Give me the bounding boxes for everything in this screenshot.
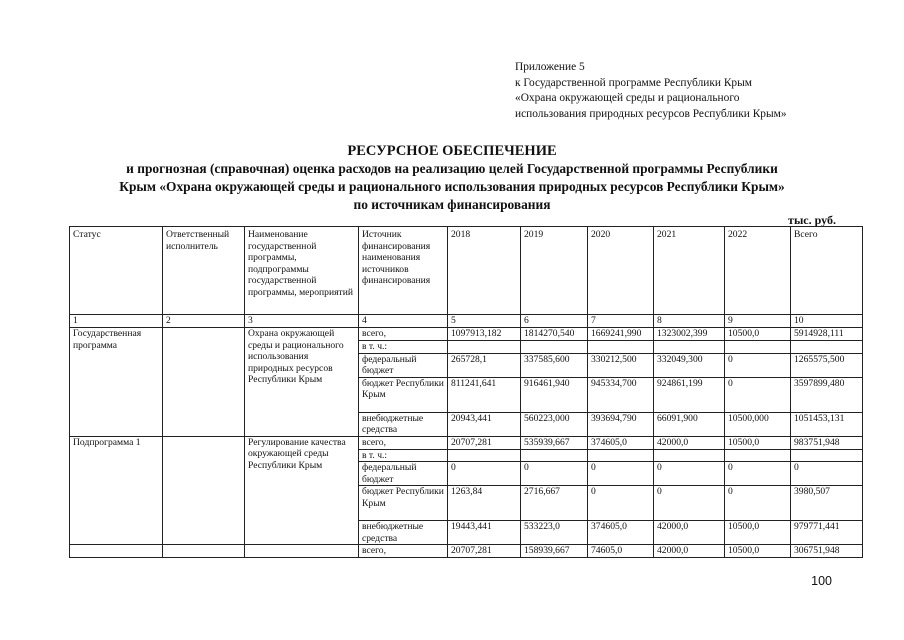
value-cell: 330212,500: [588, 353, 654, 377]
value-cell: 3980,507: [791, 486, 863, 521]
value-cell: 20943,441: [448, 412, 521, 436]
value-cell: [521, 341, 588, 354]
title-main: РЕСУРСНОЕ ОБЕСПЕЧЕНИЕ: [347, 143, 557, 159]
value-cell: 10500,0: [725, 521, 791, 545]
value-cell: 10500,0: [725, 328, 791, 341]
value-cell: [588, 341, 654, 354]
value-cell: 1263,84: [448, 486, 521, 521]
value-cell: 0: [521, 462, 588, 486]
value-cell: 924861,199: [654, 377, 725, 412]
value-cell: [521, 449, 588, 462]
value-cell: 10500,0: [725, 545, 791, 558]
value-cell: 265728,1: [448, 353, 521, 377]
appendix-header: [515, 60, 895, 122]
table-header-row: [70, 227, 863, 315]
header-cell: Ответственный исполнитель: [163, 227, 245, 315]
value-cell: 811241,641: [448, 377, 521, 412]
column-number-row: [70, 315, 863, 328]
appendix-line: к Государственной программе Республики Крым: [515, 76, 752, 89]
title-line: по источникам финансирования: [353, 197, 551, 212]
value-cell: 5914928,111: [791, 328, 863, 341]
value-cell: 393694,790: [588, 412, 654, 436]
value-cell: 1051453,131: [791, 412, 863, 436]
value-cell: 74605,0: [588, 545, 654, 558]
value-cell: 66091,900: [654, 412, 725, 436]
value-cell: 1265575,500: [791, 353, 863, 377]
value-cell: 916461,940: [521, 377, 588, 412]
appendix-line: «Охрана окружающей среды и рационального: [515, 92, 740, 104]
executor-cell: [163, 328, 245, 437]
value-cell: [448, 341, 521, 354]
value-cell: [588, 449, 654, 462]
header-cell: Наименование государственной программы, подпрограммы государственной программы, мероприятий: [245, 227, 359, 315]
funding-source-cell: в т. ч.:: [359, 341, 448, 354]
resource-table: [69, 226, 863, 558]
executor-cell: [163, 545, 245, 558]
document-title: [0, 142, 904, 214]
value-cell: [791, 449, 863, 462]
column-number-cell: 10: [791, 315, 863, 328]
column-number-cell: 6: [521, 315, 588, 328]
value-cell: [791, 341, 863, 354]
page-number: 100: [811, 574, 832, 588]
table-row: [70, 436, 863, 449]
funding-source-cell: всего,: [359, 328, 448, 341]
value-cell: 374605,0: [588, 521, 654, 545]
column-number-cell: 2: [163, 315, 245, 328]
value-cell: 10500,0: [725, 436, 791, 449]
funding-source-cell: бюджет Республики Крым: [359, 486, 448, 521]
header-cell: 2022: [725, 227, 791, 315]
value-cell: 0: [654, 486, 725, 521]
header-cell: 2018: [448, 227, 521, 315]
value-cell: 945334,700: [588, 377, 654, 412]
value-cell: 533223,0: [521, 521, 588, 545]
column-number-cell: 3: [245, 315, 359, 328]
value-cell: 42000,0: [654, 545, 725, 558]
value-cell: 1097913,182: [448, 328, 521, 341]
value-cell: 332049,300: [654, 353, 725, 377]
value-cell: 0: [654, 462, 725, 486]
title-line: Крым «Охрана окружающей среды и рационального использования природных ресурсов Республики Крым»: [119, 179, 785, 194]
value-cell: 1814270,540: [521, 328, 588, 341]
value-cell: 3597899,480: [791, 377, 863, 412]
value-cell: [654, 449, 725, 462]
appendix-line: Приложение 5: [515, 61, 585, 73]
appendix-line: использования природных ресурсов Республики Крым»: [515, 107, 787, 120]
value-cell: 374605,0: [588, 436, 654, 449]
column-number-cell: 1: [70, 315, 163, 328]
value-cell: 20707,281: [448, 436, 521, 449]
value-cell: 19443,441: [448, 521, 521, 545]
column-number-cell: 7: [588, 315, 654, 328]
column-number-cell: 9: [725, 315, 791, 328]
funding-source-cell: в т. ч.:: [359, 449, 448, 462]
value-cell: 0: [725, 486, 791, 521]
status-cell: Подпрограмма 1: [70, 436, 163, 545]
program-name-cell: [245, 545, 359, 558]
value-cell: [448, 449, 521, 462]
value-cell: 20707,281: [448, 545, 521, 558]
funding-source-cell: федеральный бюджет: [359, 353, 448, 377]
funding-source-cell: всего,: [359, 436, 448, 449]
header-cell: 2021: [654, 227, 725, 315]
value-cell: 158939,667: [521, 545, 588, 558]
header-cell: 2019: [521, 227, 588, 315]
units-label: тыс. руб.: [788, 213, 836, 227]
value-cell: 0: [791, 462, 863, 486]
value-cell: 0: [725, 462, 791, 486]
funding-source-cell: всего,: [359, 545, 448, 558]
status-cell: [70, 545, 163, 558]
title-line: и прогнозная (справочная) оценка расходов на реализацию целей Государственной программы Республики: [126, 161, 778, 176]
value-cell: 306751,948: [791, 545, 863, 558]
funding-source-cell: бюджет Республики Крым: [359, 377, 448, 412]
value-cell: 1323002,399: [654, 328, 725, 341]
column-number-cell: 5: [448, 315, 521, 328]
value-cell: 10500,000: [725, 412, 791, 436]
funding-source-cell: федеральный бюджет: [359, 462, 448, 486]
table-row: [70, 545, 863, 558]
value-cell: 42000,0: [654, 521, 725, 545]
funding-source-cell: внебюджетные средства: [359, 412, 448, 436]
value-cell: 42000,0: [654, 436, 725, 449]
value-cell: 337585,600: [521, 353, 588, 377]
column-number-cell: 8: [654, 315, 725, 328]
value-cell: 560223,000: [521, 412, 588, 436]
value-cell: 535939,667: [521, 436, 588, 449]
value-cell: 983751,948: [791, 436, 863, 449]
value-cell: 0: [448, 462, 521, 486]
value-cell: [654, 341, 725, 354]
header-cell: Статус: [70, 227, 163, 315]
program-name-cell: Охрана окружающей среды и рационального использования природных ресурсов Республики Крым: [245, 328, 359, 437]
header-cell: Всего: [791, 227, 863, 315]
table-row: [70, 328, 863, 341]
executor-cell: [163, 436, 245, 545]
value-cell: 0: [725, 377, 791, 412]
value-cell: 1669241,990: [588, 328, 654, 341]
value-cell: [725, 449, 791, 462]
funding-source-cell: внебюджетные средства: [359, 521, 448, 545]
value-cell: [725, 341, 791, 354]
value-cell: 0: [725, 353, 791, 377]
value-cell: 2716,667: [521, 486, 588, 521]
header-cell: 2020: [588, 227, 654, 315]
status-cell: Государственная программа: [70, 328, 163, 437]
value-cell: 979771,441: [791, 521, 863, 545]
column-number-cell: 4: [359, 315, 448, 328]
value-cell: 0: [588, 462, 654, 486]
program-name-cell: Регулирование качества окружающей среды Республики Крым: [245, 436, 359, 545]
value-cell: 0: [588, 486, 654, 521]
header-cell: Источник финансирования наименования источников финансирования: [359, 227, 448, 315]
